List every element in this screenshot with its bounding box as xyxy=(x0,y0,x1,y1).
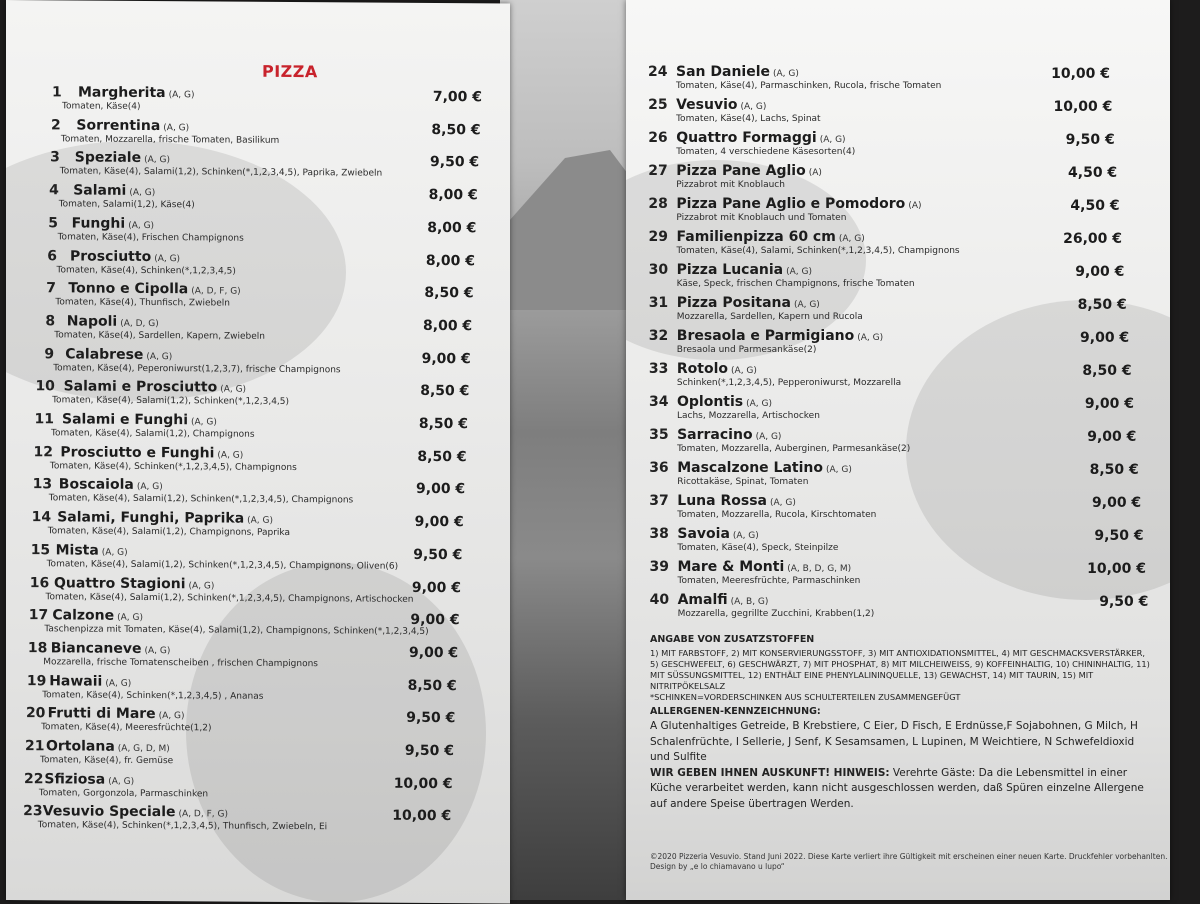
item-allergens: (A, G) xyxy=(819,135,846,145)
item-number: 16 xyxy=(29,574,50,591)
item-name-text: Prosciutto e Funghi xyxy=(60,444,215,462)
item-price: 9,50 € xyxy=(404,742,454,760)
menu-item xyxy=(626,64,1170,98)
item-name xyxy=(49,673,131,690)
item-name-text: San Daniele xyxy=(676,64,770,80)
item-number: 14 xyxy=(31,509,52,526)
item-number: 40 xyxy=(649,592,670,608)
item-description: Tomaten, Gorgonzola, Parmaschinken xyxy=(38,787,209,800)
item-price: 8,50 € xyxy=(424,285,474,302)
item-number: 1 xyxy=(52,84,62,101)
item-price: 9,50 € xyxy=(430,154,480,171)
item-name-text: Calzone xyxy=(52,607,115,624)
menu-item xyxy=(626,493,1170,527)
item-name xyxy=(44,771,134,788)
item-allergens: (A, G) xyxy=(786,267,812,277)
item-allergens: (A, G) xyxy=(158,711,185,722)
item-allergens: (A, G) xyxy=(136,482,163,493)
item-name xyxy=(57,509,273,527)
item-name-text: Rotolo xyxy=(676,361,729,377)
item-name-text: Quattro Formaggi xyxy=(676,130,817,146)
item-description: Tomaten, Käse(4), Salami(1,2), Champignons, Paprika xyxy=(47,526,291,539)
item-description: Mozzarella, gegrillte Zucchini, Krabben(1,2) xyxy=(677,609,875,619)
menu-item xyxy=(6,149,510,187)
item-number: 11 xyxy=(34,411,54,428)
menu-item xyxy=(626,295,1170,329)
item-name xyxy=(73,183,155,200)
additives-text: 1) MIT FARBSTOFF, 2) MIT KONSERVIERUNGSSTOFF, 3) MIT ANTIOXIDATIONSMITTEL, 4) MIT GESCHMACKSVERSTÄRKER, 5) GESCHWEFELT, 6) GESCHWÄRZT, 7) MIT PHOSPHAT, 8) MIT MILCHEIWEISS, 9) KOFFEINHALTIG, 10) CHININHALTIG, 11) MIT SÜSSUNGSMITTEL, 12) ENTHÄLT EINE PHENYLALININQUELLE, 13) GEWACHST, 14) MIT TAURIN, 15) MIT NITRITPÖKELSALZ xyxy=(650,647,1150,692)
item-description: Tomaten, Salami(1,2), Käse(4) xyxy=(58,199,195,211)
item-price: 8,50 € xyxy=(431,121,481,139)
item-name xyxy=(70,248,180,265)
item-description: Tomaten, Käse(4), Salami(1,2), Schinken(*,1,2,3,4,5), Champignons, Artischocken xyxy=(45,591,414,605)
item-number: 36 xyxy=(649,460,669,476)
item-number: 35 xyxy=(649,427,669,443)
item-number: 6 xyxy=(47,247,57,264)
menu-item xyxy=(6,803,510,841)
menu-right-page xyxy=(626,0,1170,900)
item-allergens: (A, G) xyxy=(144,155,170,166)
item-allergens: (A, D, G) xyxy=(120,318,159,329)
menu-item xyxy=(6,84,510,122)
item-name-text: Prosciutto xyxy=(70,247,152,265)
menu-item xyxy=(626,559,1170,593)
item-allergens: (A, G) xyxy=(129,187,156,199)
item-allergens: (A, G) xyxy=(101,547,128,558)
item-name-text: Familienpizza 60 cm xyxy=(676,229,836,245)
item-number: 24 xyxy=(648,64,668,80)
item-description: Tomaten, Käse(4), Parmaschinken, Rucola, frische Tomaten xyxy=(676,81,942,91)
item-description: Tomaten, Käse(4), Speck, Steinpilze xyxy=(677,543,839,553)
item-name-text: Mista xyxy=(55,542,99,559)
item-name xyxy=(75,150,170,167)
item-number: 28 xyxy=(648,196,668,212)
item-price: 9,00 € xyxy=(1084,396,1134,412)
item-price: 9,00 € xyxy=(1092,495,1142,511)
notice-text: Verehrte Gäste: Da die Lebensmittel in einer Küche verarbeitet werden, kann nicht ausgeschlossen werden, daß Spüren einzelne Allergene auf andere Speise übertragen Werden. xyxy=(650,766,1144,810)
item-description: Tomaten, Mozzarella, Auberginen, Parmesankäse(2) xyxy=(677,444,911,454)
item-number: 7 xyxy=(46,280,57,297)
item-name-text: Sarracino xyxy=(677,427,753,443)
item-name-text: Ortolana xyxy=(46,738,115,755)
item-name-text: Frutti di Mare xyxy=(47,705,156,723)
item-name xyxy=(677,526,758,542)
item-number: 15 xyxy=(30,541,51,559)
item-allergens: (A, G) xyxy=(793,300,820,310)
item-allergens: (A, G) xyxy=(826,465,852,475)
item-number: 37 xyxy=(649,493,669,509)
item-description: Bresaola und Parmesankäse(2) xyxy=(676,345,817,355)
item-description: Mozzarella, Sardellen, Kapern und Rucola xyxy=(676,312,863,322)
item-name xyxy=(51,640,171,657)
item-allergens: (A) xyxy=(808,168,822,178)
item-name xyxy=(56,542,128,559)
item-description: Tomaten, Käse(4), Schinken(*,1,2,3,4,5) xyxy=(56,264,236,277)
menu-item xyxy=(6,248,510,286)
item-price: 9,50 € xyxy=(406,710,456,727)
item-description: Tomaten, Mozzarella, Rucola, Kirschtomaten xyxy=(677,510,877,520)
item-description: Taschenpizza mit Tomaten, Käse(4), Salami(1,2), Champignons, Schinken(*,1,2,3,4,5) xyxy=(44,624,429,638)
item-allergens: (A, G) xyxy=(755,432,782,442)
item-allergens: (A, G) xyxy=(857,333,884,343)
item-name xyxy=(678,592,769,608)
item-allergens: (A, D, F, G) xyxy=(191,286,241,297)
additives-section xyxy=(650,632,1150,812)
item-allergens: (A, G) xyxy=(220,384,247,395)
item-name-text: Funghi xyxy=(71,215,126,232)
item-name xyxy=(677,328,883,344)
item-description: Tomaten, Käse(4), Schinken(*,1,2,3,4,5) , Ananas xyxy=(42,689,264,702)
menu-item xyxy=(6,346,510,384)
menu-heading: PIZZA xyxy=(262,61,318,82)
item-price: 26,00 € xyxy=(1063,231,1122,247)
item-name xyxy=(676,196,921,212)
item-name-text: Salami e Prosciutto xyxy=(63,378,218,396)
item-name xyxy=(677,427,781,443)
item-price: 8,00 € xyxy=(425,252,475,269)
item-allergens: (A, D, F, G) xyxy=(178,809,228,820)
item-name-text: Pizza Pane Aglio xyxy=(676,163,806,179)
menu-item xyxy=(6,476,510,514)
item-number: 27 xyxy=(648,163,668,179)
item-allergens: (A, G) xyxy=(188,580,215,591)
item-number: 23 xyxy=(23,803,43,820)
item-name-text: Biancaneve xyxy=(50,640,142,657)
item-allergens: (A, B, D, G, M) xyxy=(787,564,852,574)
menu-item xyxy=(6,182,510,220)
item-allergens: (A, G) xyxy=(128,220,155,231)
item-allergens: (A, G) xyxy=(108,776,135,787)
item-name xyxy=(67,313,159,330)
item-name xyxy=(78,85,194,102)
item-description: Tomaten, Käse(4), Frischen Champignons xyxy=(57,232,244,244)
item-description: Pizzabrot mit Knoblauch und Tomaten xyxy=(676,213,847,223)
menu-item xyxy=(626,361,1170,395)
item-name xyxy=(46,738,170,755)
item-price: 8,00 € xyxy=(427,219,477,237)
item-allergens: (A, G) xyxy=(168,90,195,101)
item-description: Tomaten, Käse(4), Salami(1,2), Schinken(*,1,2,3,4,5), Champignons xyxy=(48,493,354,506)
item-name xyxy=(677,262,812,278)
item-number: 8 xyxy=(45,313,56,330)
item-description: Tomaten, Käse(4), Salami(1,2), Schinken(*,1,2,3,4,5), Paprika, Zwiebeln xyxy=(59,166,383,180)
item-name-text: Pizza Lucania xyxy=(676,262,784,278)
item-name-text: Salami xyxy=(73,182,127,199)
item-description: Tomaten, Käse(4), Salami, Schinken(*,1,2,3,4,5), Champignons xyxy=(676,246,960,256)
menu-item xyxy=(6,705,510,743)
menu-item xyxy=(6,378,510,416)
item-name-text: Margherita xyxy=(78,84,166,102)
item-allergens: (A, G) xyxy=(163,122,190,133)
item-allergens: (A, G) xyxy=(117,612,144,624)
item-name-text: Savoia xyxy=(677,526,730,542)
item-allergens: (A, G) xyxy=(746,399,773,409)
menu-item xyxy=(6,575,510,613)
item-number: 31 xyxy=(648,295,669,311)
item-name xyxy=(676,64,799,80)
item-name xyxy=(68,281,240,298)
item-allergens: (A, G) xyxy=(217,450,244,461)
item-price: 10,00 € xyxy=(1053,99,1113,115)
item-name-text: Quattro Stagioni xyxy=(54,574,186,592)
item-allergens: (A, G) xyxy=(146,351,173,362)
item-description: Tomaten, Mozzarella, frische Tomaten, Basilikum xyxy=(60,134,280,146)
item-number: 2 xyxy=(51,117,61,134)
item-allergens: (A, G) xyxy=(191,417,217,428)
item-name xyxy=(676,97,766,113)
item-allergens: (A, G) xyxy=(105,678,132,689)
item-number: 38 xyxy=(649,526,669,542)
item-name xyxy=(678,559,852,575)
item-description: Tomaten, 4 verschiedene Käsesorten(4) xyxy=(676,147,856,157)
item-number: 20 xyxy=(25,705,46,722)
item-name xyxy=(76,117,189,134)
menu-item xyxy=(626,328,1170,362)
item-price: 8,50 € xyxy=(417,448,467,465)
additives-title: ANGABE VON ZUSATZSTOFFEN xyxy=(650,634,815,645)
item-allergens: (A, G, D, M) xyxy=(117,743,170,755)
item-price: 9,00 € xyxy=(414,513,464,531)
item-number: 17 xyxy=(28,607,49,624)
item-number: 3 xyxy=(50,149,60,166)
item-description: Tomaten, Käse(4), Salami(1,2), Schinken(*,1,2,3,4,5), Champignons, Oliven(6) xyxy=(46,559,399,572)
item-description: Tomaten, Käse(4), Lachs, Spinat xyxy=(676,114,821,124)
menu-left-page xyxy=(6,0,510,904)
item-price: 10,00 € xyxy=(1051,66,1110,82)
menu-item xyxy=(626,460,1170,494)
menu-item xyxy=(626,427,1170,461)
item-price: 9,50 € xyxy=(1094,528,1144,544)
item-price: 8,50 € xyxy=(420,383,470,400)
item-name-text: Luna Rossa xyxy=(677,493,767,509)
item-name-text: Bresaola e Parmigiano xyxy=(676,328,855,344)
menu-item xyxy=(626,196,1170,230)
item-description: Tomaten, Käse(4), Meeresfrüchte(1,2) xyxy=(41,722,212,734)
item-description: Schinken(*,1,2,3,4,5), Pepperoniwurst, Mozzarella xyxy=(676,378,902,388)
item-name xyxy=(677,229,865,245)
item-description: Pizzabrot mit Knoblauch xyxy=(676,180,785,190)
menu-item xyxy=(6,313,510,351)
item-name xyxy=(676,130,845,146)
item-price: 9,00 € xyxy=(411,579,461,596)
item-name-text: Boscaiola xyxy=(58,476,134,494)
menu-item xyxy=(626,592,1170,626)
menu-item xyxy=(626,163,1170,197)
item-name xyxy=(54,575,214,592)
item-description: Tomaten, Käse(4), Sardellen, Kapern, Zwiebeln xyxy=(54,330,265,342)
item-name-text: Pizza Positana xyxy=(676,295,791,311)
item-price: 9,00 € xyxy=(1087,429,1137,445)
item-name xyxy=(677,460,852,476)
item-name-text: Napoli xyxy=(66,313,118,330)
menu-item xyxy=(626,526,1170,560)
item-price: 10,00 € xyxy=(393,775,453,792)
item-price: 9,50 € xyxy=(1099,594,1149,610)
item-name xyxy=(43,804,228,821)
copyright-note: ©2020 Pizzeria Vesuvio. Stand Juni 2022. Diese Karte verliert ihre Gültigkeit mit erscheinen einer neuen Karte. Druckfehler vorbehanlten. Design by „e lo chiamavano u lupo“ xyxy=(650,852,1168,871)
item-price: 9,50 € xyxy=(1065,132,1115,148)
item-allergens: (A, G) xyxy=(773,69,799,79)
left-menu-list xyxy=(6,0,510,833)
item-number: 32 xyxy=(648,328,669,344)
item-price: 9,00 € xyxy=(421,350,471,367)
item-number: 10 xyxy=(35,378,55,395)
item-number: 18 xyxy=(27,640,48,657)
item-name-text: Vesuvio Speciale xyxy=(42,803,176,821)
item-name-text: Vesuvio xyxy=(676,97,738,113)
item-description: Mozzarella, frische Tomatenscheiben , frischen Champignons xyxy=(43,657,318,670)
item-name-text: Hawaii xyxy=(49,672,103,690)
item-name xyxy=(677,493,796,509)
item-price: 8,50 € xyxy=(407,677,457,694)
item-allergens: (A, G) xyxy=(732,531,759,541)
item-name xyxy=(72,215,154,232)
item-name-text: Sfiziosa xyxy=(44,770,106,788)
item-number: 39 xyxy=(649,559,669,575)
item-name-text: Speziale xyxy=(74,149,142,167)
item-name-text: Oplontis xyxy=(677,394,744,410)
item-allergens: (A, G) xyxy=(731,366,757,376)
item-name-text: Sorrentina xyxy=(76,117,161,134)
item-description: Ricottakäse, Spinat, Tomaten xyxy=(677,477,809,487)
menu-item xyxy=(6,542,510,580)
item-price: 9,00 € xyxy=(416,481,466,498)
item-description: Lachs, Mozzarella, Artischocken xyxy=(677,411,820,421)
item-name-text: Pizza Pane Aglio e Pomodoro xyxy=(676,196,906,212)
item-price: 9,00 € xyxy=(410,612,460,629)
item-name xyxy=(62,411,217,428)
item-number: 33 xyxy=(648,361,669,377)
item-name-text: Salami, Funghi, Paprika xyxy=(57,509,245,527)
menu-item xyxy=(6,215,510,253)
item-allergens: (A, G) xyxy=(740,102,767,112)
menu-item xyxy=(6,673,510,711)
item-description: Tomaten, Käse(4) xyxy=(62,101,141,112)
item-price: 9,00 € xyxy=(1080,330,1130,346)
item-name xyxy=(48,706,185,723)
item-number: 26 xyxy=(648,130,668,146)
item-name-text: Mascalzone Latino xyxy=(677,460,823,476)
item-number: 29 xyxy=(648,229,668,245)
item-description: Käse, Speck, frischen Champignons, frische Tomaten xyxy=(676,279,915,289)
item-description: Tomaten, Käse(4), fr. Gemüse xyxy=(40,755,174,767)
menu-item xyxy=(6,509,510,547)
item-price: 4,50 € xyxy=(1070,198,1120,214)
ham-note: *SCHINKEN=VORDERSCHINKEN AUS SCHULTERTEILEN ZUSAMMENGEFÜGT xyxy=(650,692,961,703)
item-name xyxy=(64,379,246,396)
menu-item xyxy=(6,117,510,155)
item-description: Tomaten, Käse(4), Schinken(*,1,2,3,4,5), Champignons xyxy=(49,460,297,473)
item-name xyxy=(59,477,163,494)
item-name xyxy=(676,163,822,179)
menu-item xyxy=(6,411,510,449)
item-allergens: (A, B, G) xyxy=(730,597,769,607)
allergen-text: A Glutenhaltiges Getreide, B Krebstiere, C Eier, D Fisch, E Erdnüsse,F Sojabohnen, G Milch, H Schalenfrüchte, I Sellerie, J Senf, K Sesamsamen, L Lupinen, M Weichtiere, N Schwefeldioxid und Sulfite xyxy=(650,720,1138,764)
item-description: Tomaten, Käse(4), Peperoniwurst(1,2,3,7), frische Champignons xyxy=(53,362,341,375)
item-description: Tomaten, Käse(4), Schinken(*,1,2,3,4,5), Thunfisch, Zwiebeln, Ei xyxy=(37,820,328,833)
menu-item xyxy=(626,262,1170,296)
item-price: 4,50 € xyxy=(1068,165,1118,181)
item-number: 13 xyxy=(32,476,53,493)
item-price: 8,50 € xyxy=(418,415,468,433)
menu-item xyxy=(6,640,510,678)
item-allergens: (A) xyxy=(908,201,922,211)
item-number: 25 xyxy=(648,97,668,113)
menu-item xyxy=(6,771,510,809)
item-name xyxy=(60,444,243,461)
item-allergens: (A, G) xyxy=(144,645,171,657)
item-description: Tomaten, Käse(4), Salami(1,2), Champignons xyxy=(51,428,255,440)
item-price: 7,00 € xyxy=(432,88,482,106)
item-number: 19 xyxy=(26,672,47,689)
item-price: 8,00 € xyxy=(428,187,478,204)
menu-item xyxy=(626,97,1170,131)
item-price: 8,50 € xyxy=(1089,462,1139,478)
allergen-title: ALLERGENEN-KENNZEICHNUNG: xyxy=(650,705,821,717)
notice-title: WIR GEBEN IHNEN AUSKUNFT! HINWEIS: xyxy=(650,766,890,779)
item-name-text: Amalfi xyxy=(677,592,728,608)
item-name-text: Calabrese xyxy=(65,346,144,363)
item-allergens: (A, G) xyxy=(838,234,865,244)
menu-item xyxy=(6,444,510,482)
item-allergens: (A, G) xyxy=(154,253,181,264)
item-number: 9 xyxy=(44,345,55,362)
menu-item xyxy=(626,394,1170,428)
item-price: 9,00 € xyxy=(1075,264,1125,280)
item-name xyxy=(677,394,772,410)
item-number: 4 xyxy=(49,182,59,199)
menu-item xyxy=(6,738,510,776)
item-number: 21 xyxy=(25,738,45,755)
item-price: 8,00 € xyxy=(423,317,473,335)
item-allergens: (A, G) xyxy=(247,515,274,526)
item-number: 30 xyxy=(648,262,669,278)
item-name-text: Tonno e Cipolla xyxy=(68,280,189,298)
item-description: Tomaten, Käse(4), Thunfisch, Zwiebeln xyxy=(55,297,230,309)
background-photo xyxy=(500,0,640,900)
item-number: 22 xyxy=(24,770,44,787)
item-price: 9,00 € xyxy=(409,644,459,662)
item-name xyxy=(52,608,143,625)
item-allergens: (A, G) xyxy=(769,498,796,508)
item-number: 34 xyxy=(649,394,669,410)
item-name-text: Salami e Funghi xyxy=(62,411,188,429)
item-price: 9,50 € xyxy=(413,546,463,563)
item-price: 10,00 € xyxy=(1087,561,1146,577)
item-description: Tomaten, Meeresfrüchte, Parmaschinken xyxy=(677,576,861,586)
item-name xyxy=(65,346,172,363)
item-name xyxy=(677,361,757,377)
item-number: 12 xyxy=(33,443,54,461)
menu-item xyxy=(626,229,1170,263)
item-name-text: Mare & Monti xyxy=(677,559,785,575)
menu-item xyxy=(6,280,510,318)
item-price: 8,50 € xyxy=(1077,297,1127,313)
item-number: 5 xyxy=(48,215,58,232)
item-description: Tomaten, Käse(4), Salami(1,2), Schinken(*,1,2,3,4,5) xyxy=(52,395,290,408)
item-price: 10,00 € xyxy=(392,808,452,825)
menu-item xyxy=(626,130,1170,164)
item-name xyxy=(677,295,820,311)
menu-item xyxy=(6,607,510,645)
item-price: 8,50 € xyxy=(1082,363,1132,379)
